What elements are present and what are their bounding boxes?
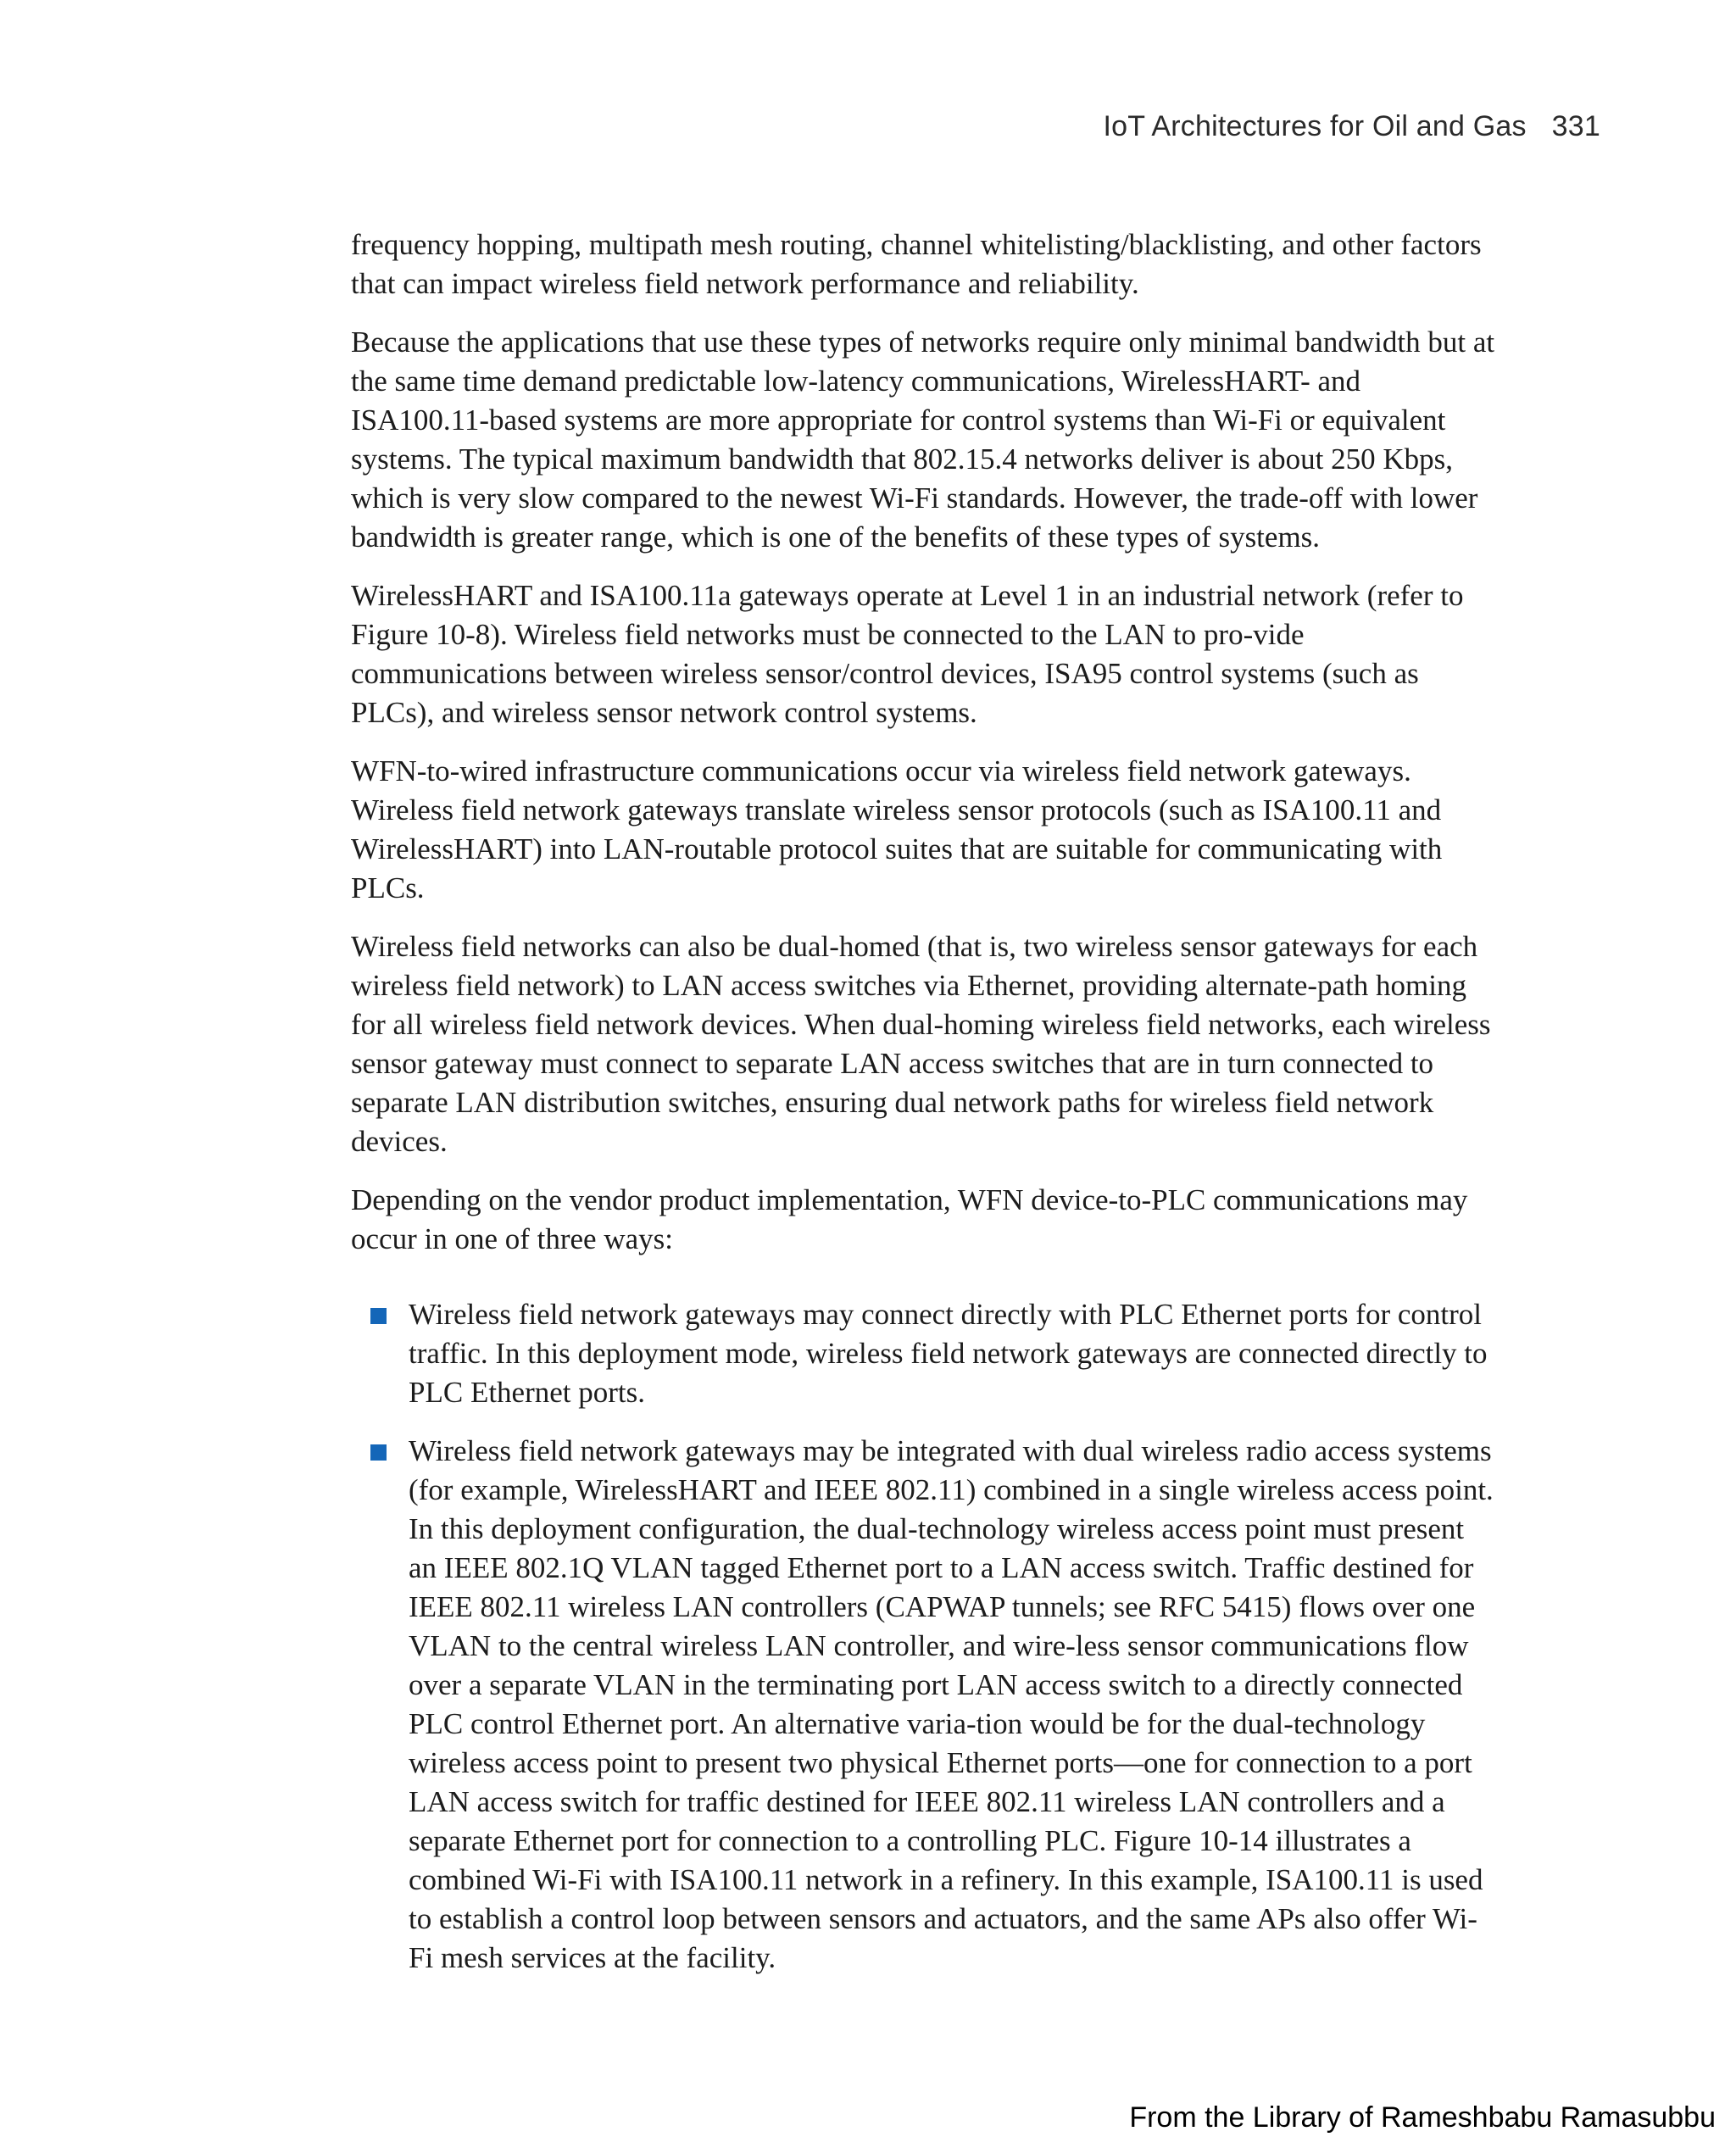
paragraph: frequency hopping, multipath mesh routing, channel whitelisting/blacklisting, and other factors that can impact wireless field network performance and reliability. <box>351 228 1482 300</box>
library-footer: From the Library of Rameshbabu Ramasubbu <box>1129 2101 1716 2134</box>
square-bullet-icon <box>370 1444 387 1461</box>
page-number: 331 <box>1551 110 1600 142</box>
list-item-text: Wireless field network gateways may be integrated with dual wireless radio access systems (for example, WirelessHART and IEEE 802.11) combined in a single wireless access point. In this deployment configuration, the dual-technology wireless access point must present an IEEE 802.1Q VLAN tagged Ethernet port to a LAN access switch. Traffic destined for IEEE 802.11 wireless LAN controllers (CAPWAP tunnels; see RFC 5415) flows over one VLAN to the central wireless LAN controller, and wire-less sensor communications flow over a separate VLAN in the terminating port LAN access switch to a directly connected PLC control Ethernet port. An alternative varia-tion would be for the dual-technology wireless access point to present two physical Ethernet ports—one for connection to a port LAN access switch for traffic destined for IEEE 802.11 wireless LAN controllers and a separate Ethernet port for connection to a controlling PLC. Figure 10-14 illustrates a combined Wi-Fi with ISA100.11 network in a refinery. In this example, ISA100.11 is used to establish a control loop between sensors and actuators, and the same APs also offer Wi-Fi mesh services at the facility. <box>409 1434 1494 1974</box>
list-item-text: Wireless field network gateways may connect directly with PLC Ethernet ports for control traffic. In this deployment mode, wireless field network gateways are connected directly to PLC Ethernet ports. <box>409 1298 1488 1409</box>
paragraph: Wireless field networks can also be dual-homed (that is, two wireless sensor gateways for each wireless field network) to LAN access switches via Ethernet, providing alternate-path homing for all wireless field network devices. When dual-homing wireless field networks, each wireless sensor gateway must connect to separate LAN access switches that are in turn connected to separate LAN distribution switches, ensuring dual network paths for wireless field network devices. <box>351 930 1491 1158</box>
running-head-title: IoT Architectures for Oil and Gas <box>1103 110 1527 142</box>
running-head <box>1103 110 1600 143</box>
paragraph: Because the applications that use these types of networks require only minimal bandwidth but at the same time demand predictable low-latency communications, WirelessHART- and ISA100.11-based systems are more appropriate for control systems than Wi-Fi or equivalent systems. The typical maximum bandwidth that 802.15.4 networks deliver is about 250 Kbps, which is very slow compared to the newest Wi-Fi standards. However, the trade-off with lower bandwidth is greater range, which is one of the benefits of these types of systems. <box>351 326 1495 554</box>
bullet-list <box>351 1295 1495 1978</box>
body-text <box>351 225 1495 1997</box>
paragraph: WFN-to-wired infrastructure communications occur via wireless field network gateways. Wireless field network gateways translate wireless sensor protocols (such as ISA100.11 and WirelessHART) into LAN-routable protocol suites that are suitable for communicating with PLCs. <box>351 754 1443 904</box>
list-item <box>351 1295 1495 1412</box>
list-item <box>351 1432 1495 1978</box>
square-bullet-icon <box>370 1308 387 1324</box>
paragraph: Depending on the vendor product implementation, WFN device-to-PLC communications may occur in one of three ways: <box>351 1183 1468 1255</box>
paragraph: WirelessHART and ISA100.11a gateways operate at Level 1 in an industrial network (refer to Figure 10-8). Wireless field networks must be connected to the LAN to pro-vide communications between wireless sensor/control devices, ISA95 control systems (such as PLCs), and wireless sensor network control systems. <box>351 579 1464 729</box>
